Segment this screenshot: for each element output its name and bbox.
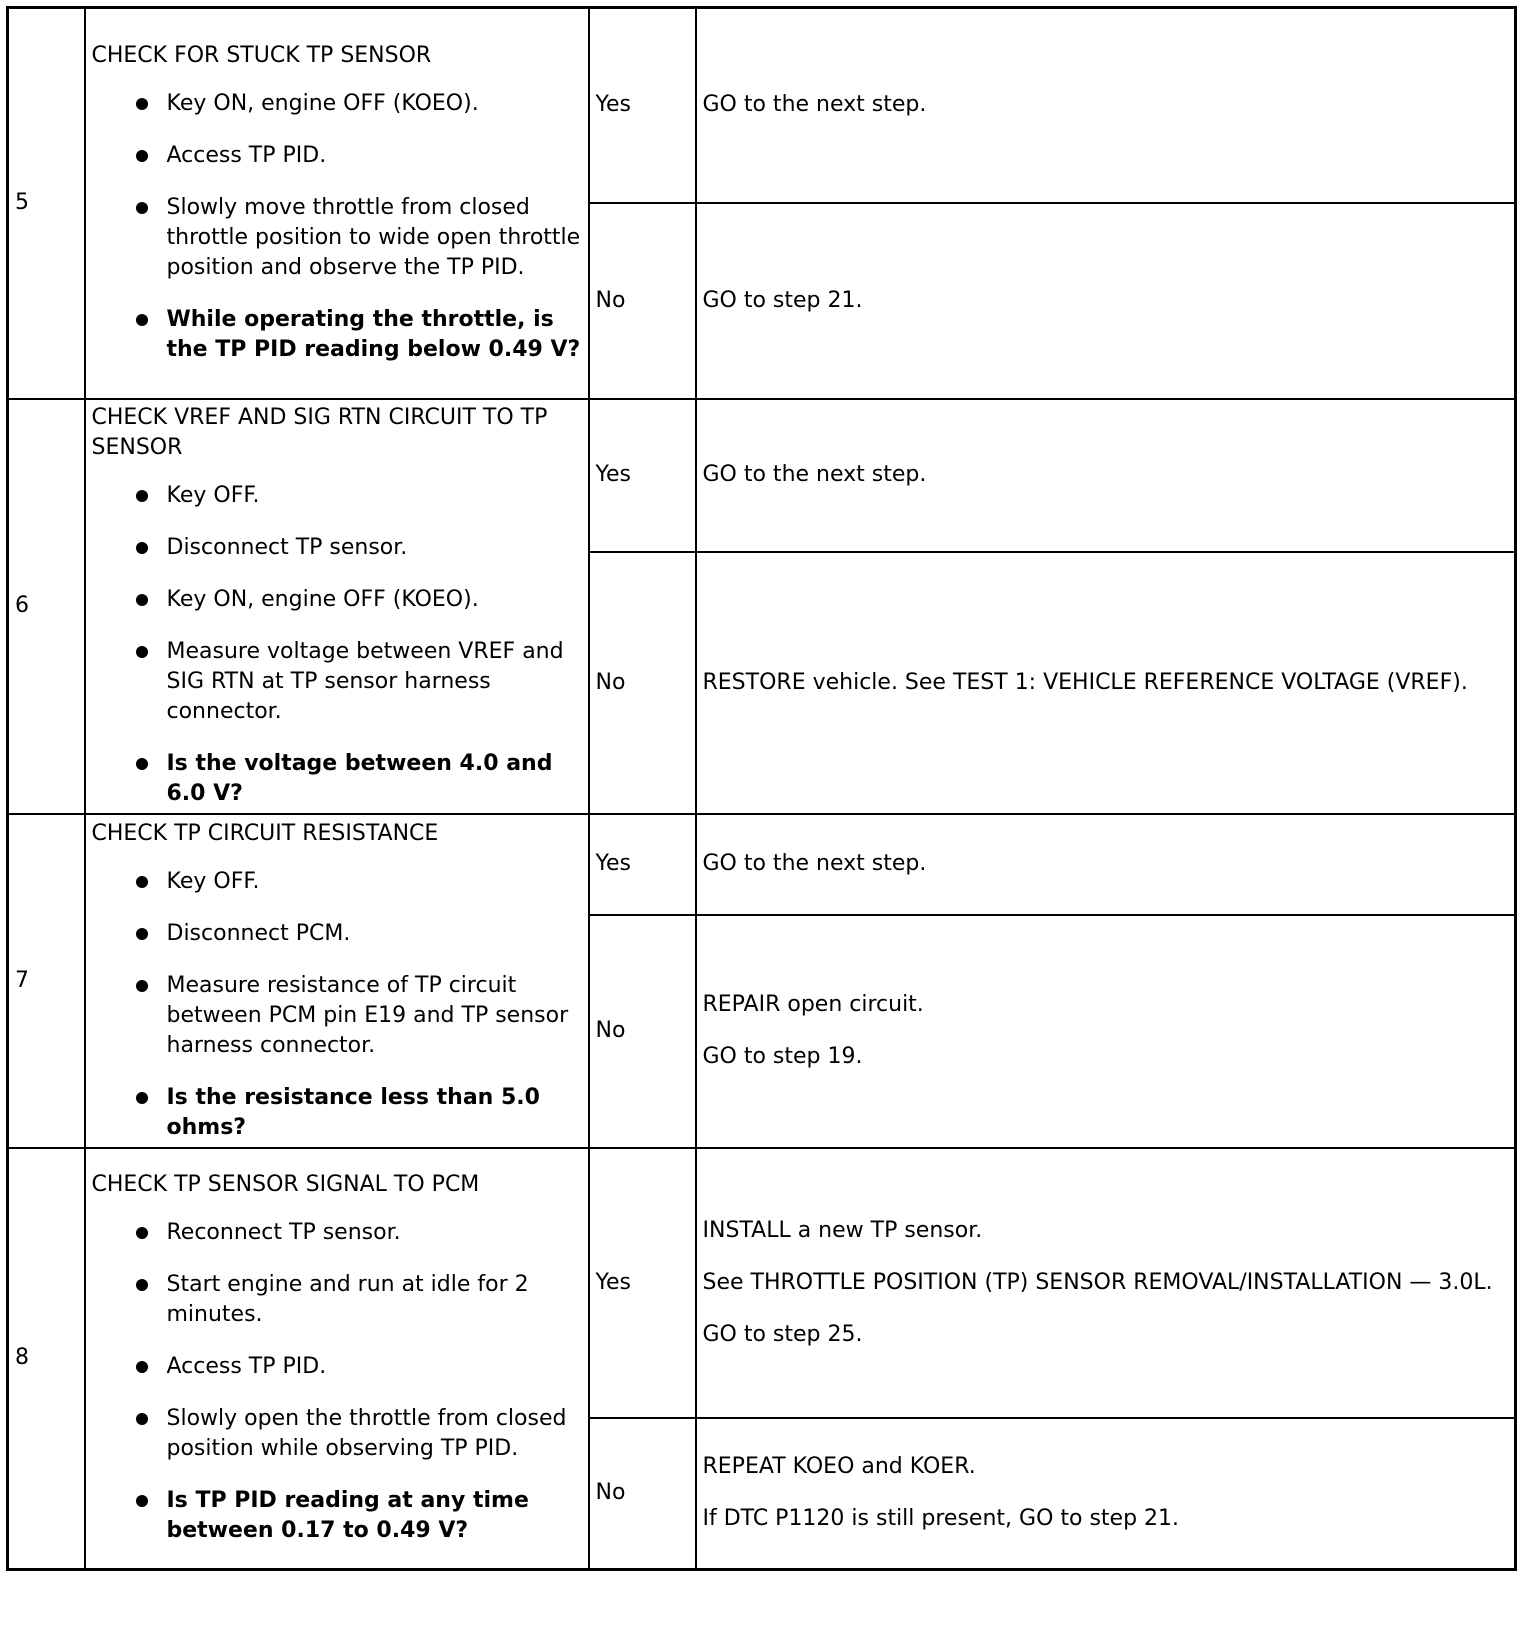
action-text: GO to the next step. [702,462,927,487]
action-text: INSTALL a new TP sensor. [702,1217,983,1243]
step-bullet: Key ON, engine OFF (KOEO). [92,585,582,615]
answer-no: No [589,1418,696,1570]
step-bullet: Key ON, engine OFF (KOEO). [92,89,582,119]
step-bullet: Measure voltage between VREF and SIG RTN at TP sensor harness connector. [92,637,582,727]
step-number: 7 [8,814,85,1148]
step-bullet: Reconnect TP sensor. [92,1218,582,1248]
test-question: Is the voltage between 4.0 and 6.0 V? [92,749,582,809]
table-row [8,814,1516,915]
table-row [8,1148,1516,1418]
answer-no: No [589,552,696,814]
step-number: 5 [8,8,85,399]
no-action [696,1418,1516,1570]
step-bullet: Key OFF. [92,867,582,897]
no-action [696,203,1516,399]
step-bullet: Disconnect PCM. [92,919,582,949]
action-text: GO to the next step. [702,851,927,876]
step-bullet: Access TP PID. [92,1352,582,1382]
answer-no: No [589,203,696,399]
test-question: Is the resistance less than 5.0 ohms? [92,1083,582,1143]
test-title: CHECK TP CIRCUIT RESISTANCE [91,820,439,846]
action-text: See THROTTLE POSITION (TP) SENSOR REMOVAL/INSTALLATION — 3.0L. [702,1269,1493,1295]
step-bullet: Start engine and run at idle for 2 minutes. [92,1270,582,1330]
test-cell [85,814,589,1148]
step-bullet: Slowly open the throttle from closed position while observing TP PID. [92,1404,582,1464]
answer-yes: Yes [589,399,696,552]
test-question: While operating the throttle, is the TP PID reading below 0.49 V? [92,305,582,365]
step-number: 8 [8,1148,85,1570]
action-text: GO to the next step. [702,92,927,118]
action-text: REPAIR open circuit. [702,992,924,1017]
answer-no: No [589,915,696,1148]
test-steps [92,89,582,365]
step-bullet: Disconnect TP sensor. [92,533,582,563]
test-cell [85,8,589,399]
test-title: CHECK TP SENSOR SIGNAL TO PCM [91,1172,480,1198]
no-action [696,552,1516,814]
test-question: Is TP PID reading at any time between 0.17 to 0.49 V? [92,1486,582,1546]
test-steps [92,1218,582,1546]
test-title: CHECK FOR STUCK TP SENSOR [91,43,432,69]
action-text: GO to step 25. [702,1321,863,1347]
step-bullet: Access TP PID. [92,141,582,171]
step-bullet: Slowly move throttle from closed throttle position to wide open throttle position and observe the TP PID. [92,193,582,283]
action-text: GO to step 21. [702,287,863,313]
answer-yes: Yes [589,1148,696,1418]
no-action [696,915,1516,1148]
step-number: 6 [8,399,85,814]
yes-action [696,8,1516,203]
test-steps [92,481,582,809]
table-row [8,8,1516,203]
test-cell [85,399,589,814]
step-bullet: Key OFF. [92,481,582,511]
action-text: REPEAT KOEO and KOER. [702,1454,976,1480]
action-text: If DTC P1120 is still present, GO to step 21. [702,1506,1180,1532]
answer-yes: Yes [589,814,696,915]
action-text: GO to step 19. [702,1044,863,1069]
test-cell [85,1148,589,1570]
answer-yes: Yes [589,8,696,203]
test-title: CHECK VREF AND SIG RTN CIRCUIT TO TP SENSOR [91,405,548,460]
yes-action [696,399,1516,552]
yes-action [696,814,1516,915]
diagnostic-procedure-table [6,6,1517,1571]
step-bullet: Measure resistance of TP circuit between PCM pin E19 and TP sensor harness connector. [92,971,582,1061]
yes-action [696,1148,1516,1418]
table-row [8,399,1516,552]
action-text: RESTORE vehicle. See TEST 1: VEHICLE REFERENCE VOLTAGE (VREF). [702,669,1468,695]
test-steps [92,867,582,1143]
page [6,6,1514,1646]
